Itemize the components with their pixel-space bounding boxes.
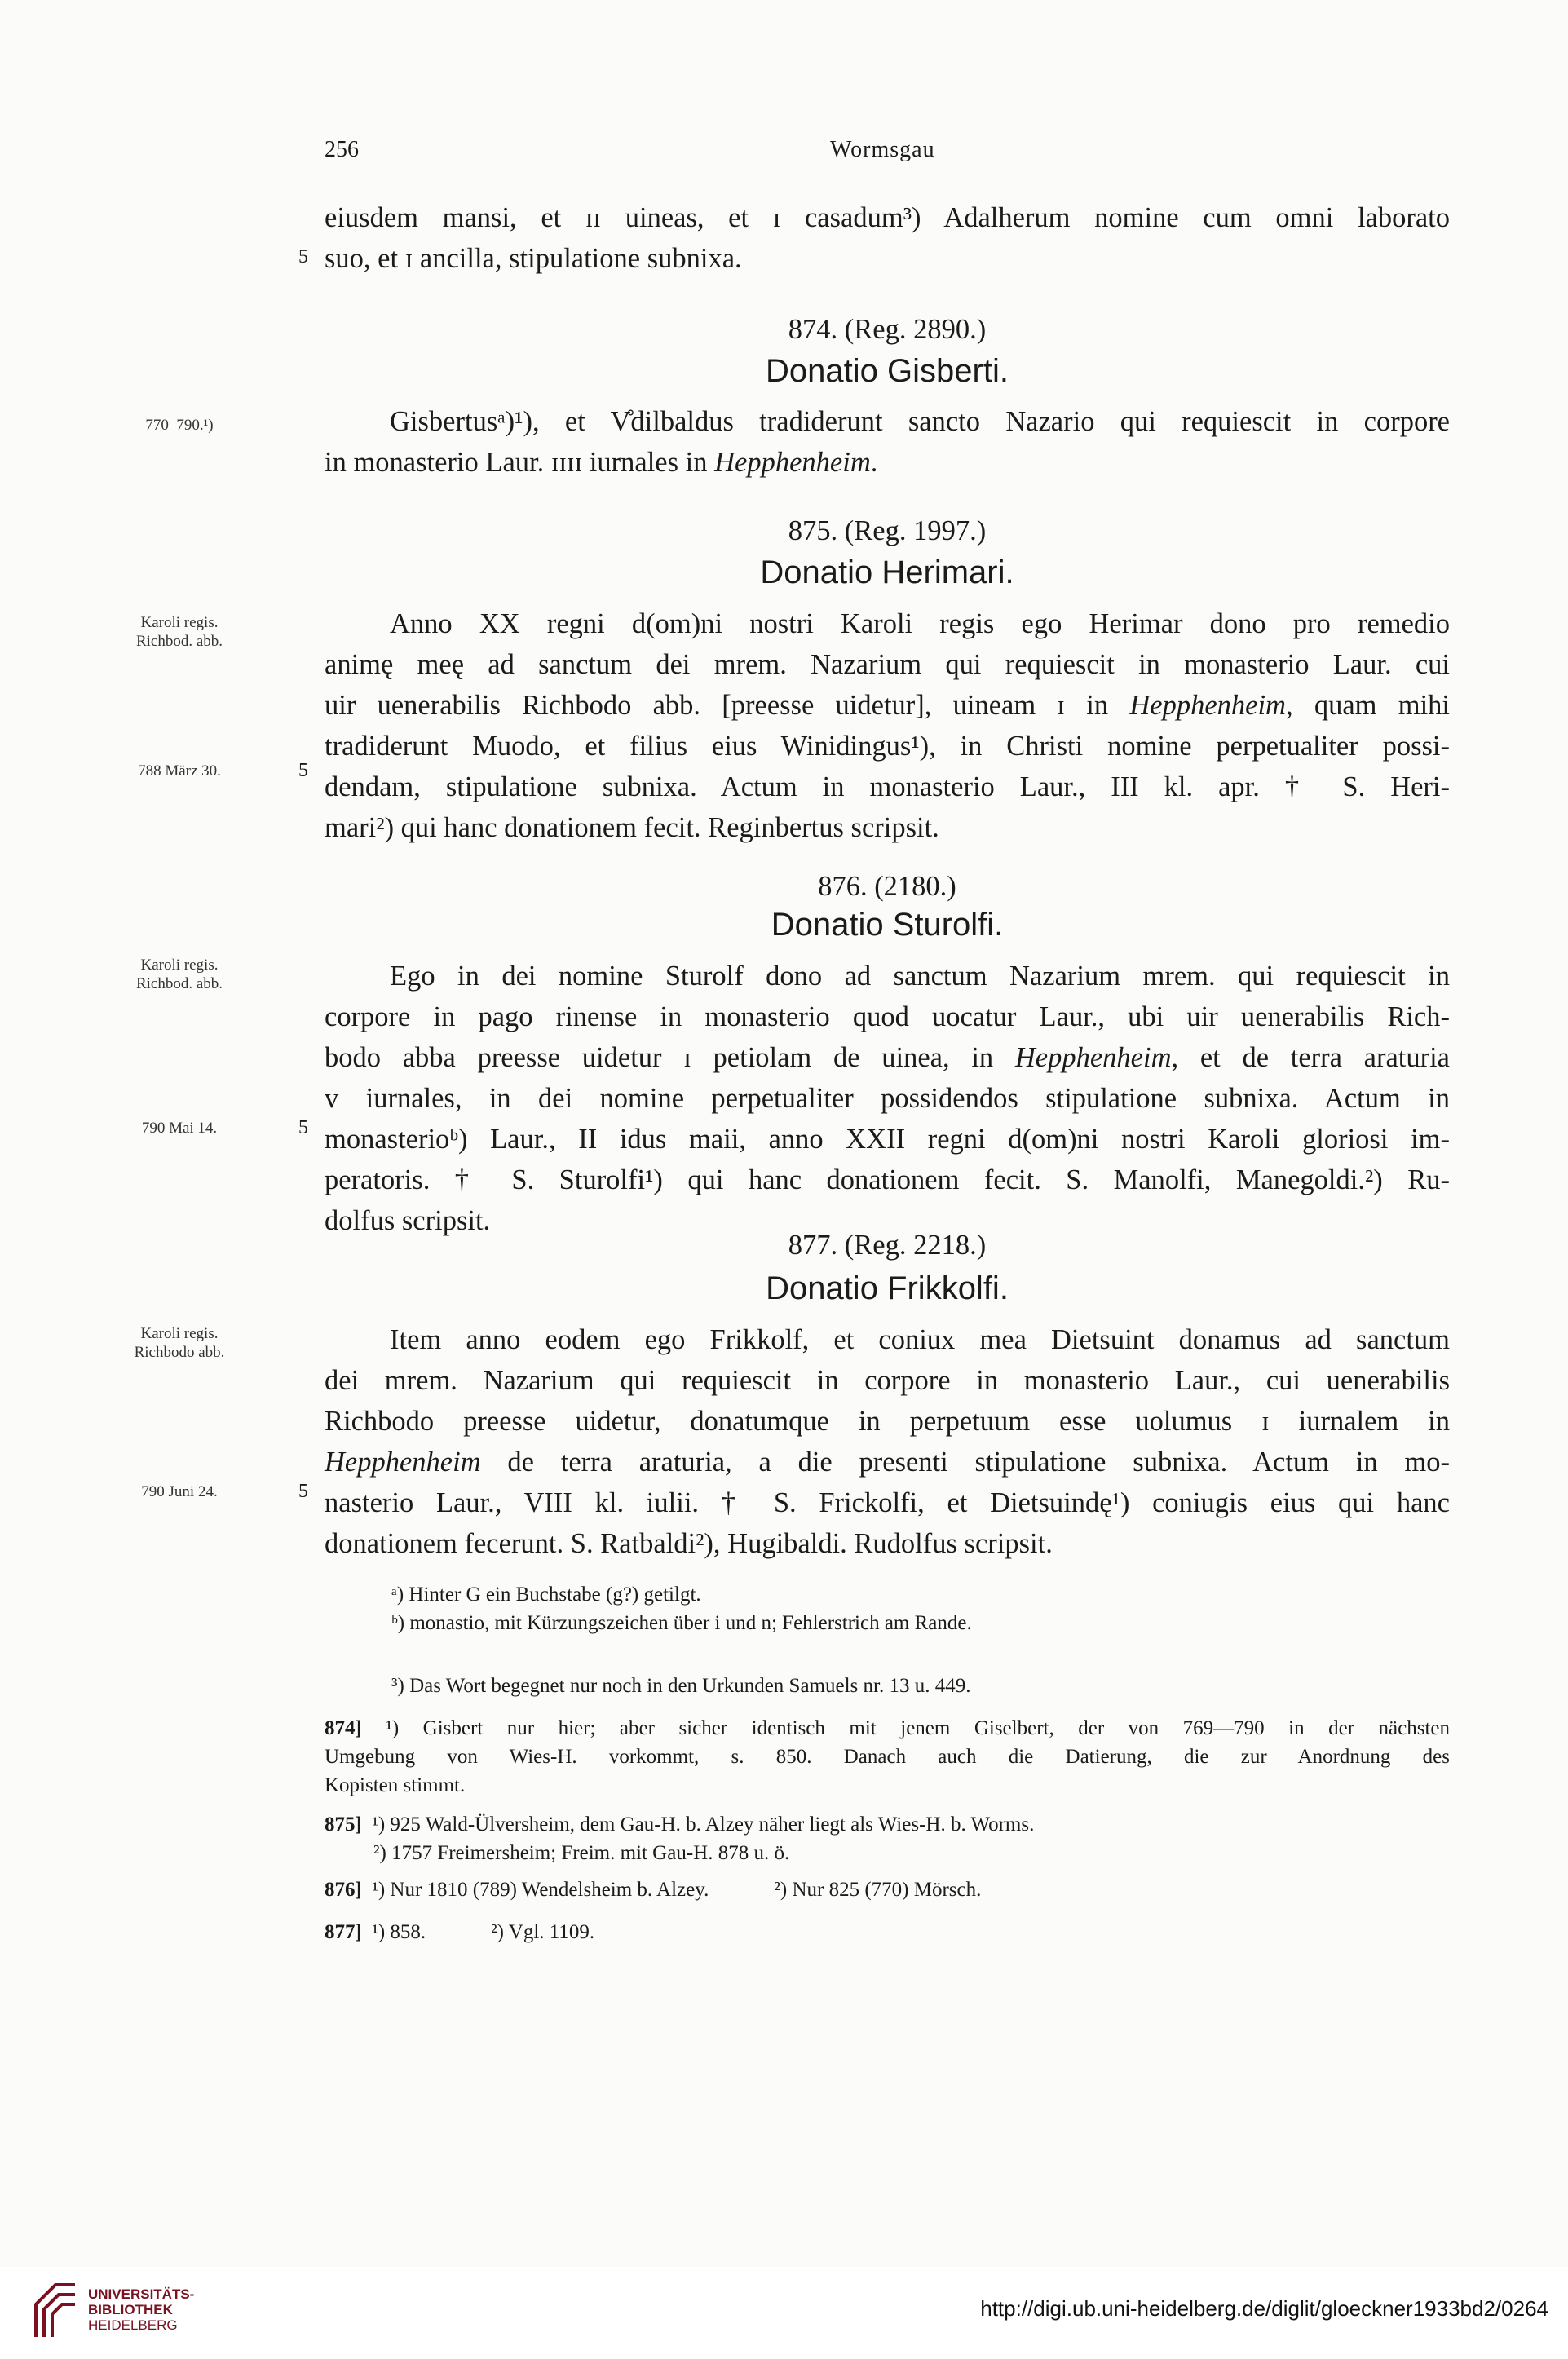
text-line: dolfus scripsit. bbox=[325, 1205, 491, 1236]
page-header bbox=[0, 137, 1568, 170]
footnote-text: ²) Nur 825 (770) Mörsch. bbox=[774, 1879, 982, 1901]
library-logo-text bbox=[88, 2286, 194, 2333]
footnote-text: ¹) Gisbert nur hier; aber sicher identisch mit jenem Giselbert, der von 769—790 in der nächsten bbox=[386, 1717, 1451, 1739]
margin-line: Richbod. abb. bbox=[135, 975, 223, 992]
source-url-link[interactable]: http://digi.ub.uni-heidelberg.de/diglit/gloeckner1933bd2/0264 bbox=[980, 2296, 1548, 2321]
running-head: Wormsgau bbox=[830, 137, 935, 162]
footnote-label: 875] bbox=[325, 1813, 362, 1836]
library-logo-icon bbox=[31, 2280, 78, 2339]
entry-number: 877. (Reg. 2218.) bbox=[788, 1230, 987, 1261]
entry-title: Donatio Herimari. bbox=[760, 554, 1014, 590]
footnote-line: Kopisten stimmt. bbox=[325, 1774, 466, 1796]
entry-title: Donatio Frikkolfi. bbox=[766, 1270, 1009, 1306]
entry-text bbox=[325, 1319, 1450, 1564]
text-line: corpore in pago rinense in monasterio quod uocatur Laur., ubi uir uenerabilis Rich- bbox=[325, 1001, 1450, 1032]
text-line: tradiderunt Muodo, et filius eius Winidingus¹), in Christi nomine perpetualiter possi- bbox=[325, 731, 1450, 762]
footnote-line bbox=[325, 1918, 1450, 1946]
footnote-text: ¹) Nur 1810 (789) Wendelsheim b. Alzey. bbox=[372, 1879, 709, 1901]
footnote-b: ᵇ) monastio, mit Kürzungszeichen über i und n; Fehlerstrich am Rande. bbox=[391, 1612, 972, 1634]
logo-line: BIBLIOTHEK bbox=[88, 2302, 173, 2317]
logo-line: UNIVERSITÄTS- bbox=[88, 2286, 195, 2302]
footnote-877 bbox=[325, 1918, 1450, 1946]
footnote-line bbox=[325, 1810, 1450, 1839]
text-line: dei mrem. Nazarium qui requiescit in corpore in monasterio Laur., cui uenerabilis bbox=[325, 1365, 1450, 1396]
text-line: uir uenerabilis Richbodo abb. [preesse uidetur], uineam ɪ in Hepphenheim, quam mihi bbox=[325, 690, 1450, 721]
footnote-label: 877] bbox=[325, 1921, 362, 1943]
footnote-875 bbox=[325, 1810, 1450, 1867]
entry-text bbox=[325, 401, 1450, 483]
text-line: in monasterio Laur. ɪɪɪɪ iurnales in Hepphenheim. bbox=[325, 447, 878, 478]
margin-line: Richbod. abb. bbox=[135, 633, 223, 650]
margin-line: Karoli regis. bbox=[140, 956, 219, 974]
entry-text bbox=[325, 603, 1450, 848]
line-number: 5 bbox=[298, 1481, 308, 1502]
entry-title: Donatio Sturolfi. bbox=[771, 907, 1004, 943]
line-number: 5 bbox=[298, 1117, 308, 1138]
entry-title: Donatio Gisberti. bbox=[766, 353, 1009, 389]
intro-paragraph bbox=[325, 197, 1450, 279]
footnote-874 bbox=[325, 1714, 1450, 1800]
footnotes-apparatus bbox=[391, 1580, 1443, 1637]
text-line: animę meę ad sanctum dei mrem. Nazarium qui requiescit in monasterio Laur. cui bbox=[325, 649, 1450, 680]
text-line: donationem fecerunt. S. Ratbaldi²), Hugibaldi. Rudolfus scripsit. bbox=[325, 1528, 1053, 1559]
margin-date: 770–790.¹) bbox=[145, 417, 214, 434]
margin-date: 790 Mai 14. bbox=[141, 1120, 218, 1137]
text-line: Ego in dei nomine Sturolf dono ad sanctum Nazarium mrem. qui requiescit in bbox=[390, 961, 1450, 992]
footnote-3-block bbox=[391, 1672, 1443, 1700]
library-footer bbox=[0, 2267, 1568, 2359]
footnote-3: ³) Das Wort begegnet nur noch in den Urkunden Samuels nr. 13 u. 449. bbox=[391, 1675, 971, 1697]
entry-number: 874. (Reg. 2890.) bbox=[788, 314, 987, 345]
footnote-line bbox=[325, 1875, 1450, 1904]
entry-text bbox=[325, 956, 1450, 1241]
margin-date: 788 März 30. bbox=[138, 762, 221, 780]
footnote-line bbox=[325, 1714, 1450, 1743]
line-number: 5 bbox=[298, 760, 308, 781]
text-line: nasterio Laur., VIII kl. iulii. † S. Frickolfi, et Dietsuindę¹) coniugis eius qui hanc bbox=[325, 1487, 1450, 1518]
margin-line: Karoli regis. bbox=[140, 614, 219, 631]
entry-number: 875. (Reg. 1997.) bbox=[788, 515, 987, 546]
footnote-a: ᵃ) Hinter G ein Buchstabe (g?) getilgt. bbox=[391, 1584, 701, 1606]
text-line: Gisbertusᵃ)¹), et V̊dilbaldus tradiderunt sancto Nazario qui requiescit in corpore bbox=[390, 406, 1450, 437]
text-line: mari²) qui hanc donationem fecit. Reginbertus scripsit. bbox=[325, 812, 939, 843]
text-line: Hepphenheim de terra araturia, a die presenti stipulatione subnixa. Actum in mo- bbox=[325, 1447, 1450, 1478]
text-line: peratoris. † S. Sturolfi¹) qui hanc donationem fecit. S. Manolfi, Manegoldi.²) Ru- bbox=[325, 1164, 1450, 1195]
footnote-text: ¹) 925 Wald-Ülversheim, dem Gau-H. b. Alzey näher liegt als Wies-H. b. Worms. bbox=[372, 1813, 1035, 1836]
logo-line: HEIDELBERG bbox=[88, 2317, 178, 2333]
text-line: suo, et ɪ ancilla, stipulatione subnixa. bbox=[325, 243, 742, 274]
footnote-label: 876] bbox=[325, 1879, 362, 1901]
footnote-876 bbox=[325, 1875, 1450, 1904]
line-number: 5 bbox=[298, 246, 308, 267]
margin-line: Karoli regis. bbox=[140, 1325, 219, 1342]
text-line: eiusdem mansi, et ɪɪ uineas, et ɪ casadum³) Adalherum nomine cum omni laborato bbox=[325, 202, 1450, 233]
margin-note bbox=[90, 1324, 269, 1362]
footnote-text: ¹) 858. bbox=[372, 1921, 426, 1943]
text-line: bodo abba preesse uidetur ɪ petiolam de uinea, in Hepphenheim, et de terra araturia bbox=[325, 1042, 1450, 1073]
text-line: ᴠ iurnales, in dei nomine perpetualiter possidendos stipulatione subnixa. Actum in bbox=[325, 1083, 1450, 1114]
text-line: monasterioᵇ) Laur., II idus maii, anno XXII regni d(om)ni nostri Karoli gloriosi im- bbox=[325, 1124, 1450, 1155]
entry-number: 876. (2180.) bbox=[818, 871, 956, 902]
margin-line: Richbodo abb. bbox=[134, 1344, 225, 1361]
text-line: dendam, stipulatione subnixa. Actum in monasterio Laur., III kl. apr. † S. Heri- bbox=[325, 771, 1450, 802]
footnote-line: ²) 1757 Freimersheim; Freim. mit Gau-H. 878 u. ö. bbox=[373, 1842, 790, 1864]
text-line: Item anno eodem ego Frikkolf, et coniux mea Dietsuint donamus ad sanctum bbox=[390, 1324, 1450, 1355]
text-line: Richbodo preesse uidetur, donatumque in perpetuum esse uolumus ɪ iurnalem in bbox=[325, 1406, 1450, 1437]
margin-note bbox=[90, 613, 269, 651]
footnote-line: Umgebung von Wies-H. vorkommt, s. 850. Danach auch die Datierung, die zur Anordnung des bbox=[325, 1746, 1450, 1768]
footnote-label: 874] bbox=[325, 1717, 362, 1739]
footnote-text: ²) Vgl. 1109. bbox=[491, 1921, 595, 1943]
margin-date: 790 Juni 24. bbox=[141, 1483, 218, 1500]
margin-note bbox=[90, 956, 269, 993]
page-number: 256 bbox=[325, 137, 359, 162]
text-line: Anno XX regni d(om)ni nostri Karoli regis ego Herimar dono pro remedio bbox=[390, 608, 1450, 639]
